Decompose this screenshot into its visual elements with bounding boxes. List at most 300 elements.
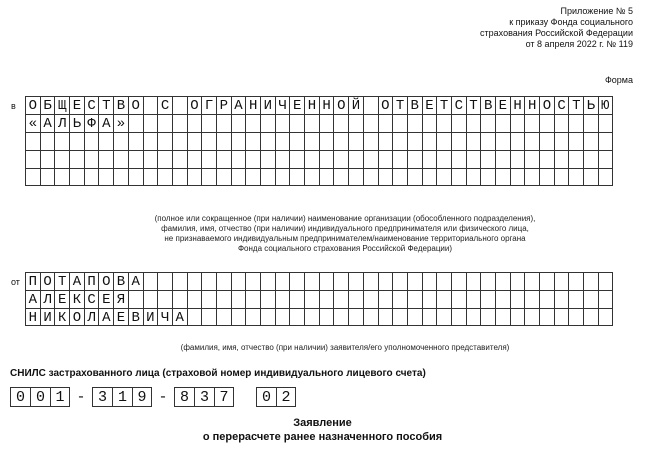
recipient-cell[interactable] bbox=[524, 168, 539, 186]
sender-cell[interactable] bbox=[363, 290, 378, 308]
recipient-cell[interactable] bbox=[554, 168, 569, 186]
recipient-cell[interactable] bbox=[466, 114, 481, 132]
recipient-cell[interactable] bbox=[568, 168, 583, 186]
sender-cell[interactable] bbox=[598, 290, 613, 308]
recipient-cell[interactable] bbox=[143, 114, 158, 132]
recipient-cell[interactable] bbox=[451, 168, 466, 186]
sender-row[interactable] bbox=[25, 308, 613, 326]
recipient-cell[interactable]: Т bbox=[568, 96, 583, 114]
recipient-cell[interactable]: « bbox=[25, 114, 40, 132]
recipient-cell[interactable] bbox=[480, 132, 495, 150]
recipient-row[interactable] bbox=[25, 96, 613, 114]
recipient-cell[interactable]: В bbox=[480, 96, 495, 114]
recipient-cell[interactable] bbox=[568, 150, 583, 168]
recipient-cell[interactable] bbox=[466, 168, 481, 186]
recipient-cell[interactable] bbox=[157, 150, 172, 168]
sender-cell[interactable] bbox=[495, 272, 510, 290]
sender-cell[interactable] bbox=[172, 290, 187, 308]
sender-cell[interactable] bbox=[363, 272, 378, 290]
recipient-cell[interactable]: Н bbox=[245, 96, 260, 114]
sender-cell[interactable] bbox=[539, 290, 554, 308]
recipient-cell[interactable] bbox=[231, 132, 246, 150]
sender-cell[interactable] bbox=[275, 308, 290, 326]
sender-cell[interactable] bbox=[510, 308, 525, 326]
recipient-cell[interactable] bbox=[451, 114, 466, 132]
recipient-cell[interactable] bbox=[54, 132, 69, 150]
recipient-cell[interactable] bbox=[598, 168, 613, 186]
recipient-cell[interactable]: Н bbox=[510, 96, 525, 114]
sender-cell[interactable] bbox=[422, 308, 437, 326]
recipient-cell[interactable] bbox=[333, 150, 348, 168]
sender-row[interactable] bbox=[25, 272, 613, 290]
recipient-cell[interactable] bbox=[289, 150, 304, 168]
recipient-cell[interactable] bbox=[69, 132, 84, 150]
sender-cell[interactable] bbox=[319, 272, 334, 290]
sender-cell[interactable] bbox=[157, 272, 172, 290]
snils-digit[interactable]: 2 bbox=[276, 387, 296, 407]
sender-cell[interactable]: Л bbox=[84, 308, 99, 326]
sender-cell[interactable] bbox=[554, 272, 569, 290]
sender-cell[interactable] bbox=[333, 290, 348, 308]
recipient-cell[interactable] bbox=[84, 132, 99, 150]
snils-digit[interactable]: 0 bbox=[30, 387, 50, 407]
recipient-cell[interactable] bbox=[187, 132, 202, 150]
sender-cell[interactable] bbox=[524, 290, 539, 308]
snils-digit[interactable]: 7 bbox=[214, 387, 234, 407]
recipient-cell[interactable] bbox=[524, 132, 539, 150]
sender-cell[interactable] bbox=[245, 290, 260, 308]
recipient-cell[interactable] bbox=[54, 168, 69, 186]
recipient-cell[interactable]: В bbox=[407, 96, 422, 114]
sender-cell[interactable]: А bbox=[25, 290, 40, 308]
sender-cell[interactable] bbox=[143, 272, 158, 290]
sender-cell[interactable]: П bbox=[25, 272, 40, 290]
sender-cell[interactable]: В bbox=[113, 272, 128, 290]
recipient-cell[interactable]: Н bbox=[524, 96, 539, 114]
recipient-cell[interactable] bbox=[275, 150, 290, 168]
sender-cell[interactable] bbox=[275, 272, 290, 290]
sender-cell[interactable] bbox=[480, 290, 495, 308]
sender-cell[interactable] bbox=[510, 272, 525, 290]
recipient-cell[interactable] bbox=[98, 150, 113, 168]
sender-cell[interactable] bbox=[128, 290, 143, 308]
recipient-cell[interactable] bbox=[319, 150, 334, 168]
recipient-cell[interactable] bbox=[495, 114, 510, 132]
recipient-cell[interactable] bbox=[216, 132, 231, 150]
snils-digit[interactable]: 0 bbox=[10, 387, 30, 407]
recipient-cell[interactable]: » bbox=[113, 114, 128, 132]
recipient-cell[interactable]: А bbox=[40, 114, 55, 132]
recipient-cell[interactable] bbox=[25, 150, 40, 168]
sender-cell[interactable] bbox=[392, 308, 407, 326]
snils-digit[interactable]: 3 bbox=[92, 387, 112, 407]
sender-cell[interactable]: Я bbox=[113, 290, 128, 308]
sender-cell[interactable]: Ч bbox=[157, 308, 172, 326]
recipient-cell[interactable] bbox=[422, 150, 437, 168]
recipient-cell[interactable] bbox=[157, 132, 172, 150]
recipient-cell[interactable] bbox=[187, 114, 202, 132]
sender-cell[interactable]: Е bbox=[113, 308, 128, 326]
recipient-cell[interactable] bbox=[319, 132, 334, 150]
recipient-cell[interactable]: С bbox=[451, 96, 466, 114]
recipient-cell[interactable] bbox=[378, 114, 393, 132]
sender-cell[interactable] bbox=[451, 272, 466, 290]
sender-cell[interactable] bbox=[304, 290, 319, 308]
sender-cell[interactable] bbox=[583, 272, 598, 290]
sender-cell[interactable] bbox=[524, 308, 539, 326]
sender-cell[interactable]: Е bbox=[98, 290, 113, 308]
recipient-cell[interactable]: Ь bbox=[583, 96, 598, 114]
recipient-cell[interactable] bbox=[172, 150, 187, 168]
recipient-cell[interactable] bbox=[436, 114, 451, 132]
recipient-cell[interactable] bbox=[304, 114, 319, 132]
sender-cell[interactable] bbox=[333, 308, 348, 326]
sender-cell[interactable] bbox=[598, 272, 613, 290]
sender-cell[interactable] bbox=[201, 308, 216, 326]
recipient-cell[interactable] bbox=[69, 168, 84, 186]
recipient-cell[interactable] bbox=[113, 132, 128, 150]
sender-cell[interactable] bbox=[187, 272, 202, 290]
recipient-cell[interactable] bbox=[407, 150, 422, 168]
snils-group[interactable] bbox=[92, 387, 152, 407]
recipient-cell[interactable] bbox=[231, 114, 246, 132]
recipient-cell[interactable] bbox=[539, 114, 554, 132]
snils-group[interactable] bbox=[256, 387, 296, 407]
recipient-cell[interactable]: Е bbox=[495, 96, 510, 114]
recipient-cell[interactable] bbox=[201, 150, 216, 168]
recipient-cell[interactable] bbox=[201, 168, 216, 186]
sender-cell[interactable] bbox=[231, 272, 246, 290]
recipient-cell[interactable] bbox=[539, 132, 554, 150]
recipient-cell[interactable]: Ь bbox=[69, 114, 84, 132]
recipient-cell[interactable]: Ю bbox=[598, 96, 613, 114]
sender-cell[interactable] bbox=[260, 272, 275, 290]
recipient-cell[interactable] bbox=[231, 168, 246, 186]
recipient-row[interactable] bbox=[25, 150, 613, 168]
snils-digit[interactable]: 3 bbox=[194, 387, 214, 407]
recipient-cell[interactable] bbox=[495, 132, 510, 150]
sender-cell[interactable] bbox=[466, 290, 481, 308]
sender-cell[interactable] bbox=[187, 290, 202, 308]
recipient-cell[interactable] bbox=[510, 114, 525, 132]
recipient-cell[interactable] bbox=[187, 168, 202, 186]
sender-cell[interactable]: А bbox=[69, 272, 84, 290]
recipient-cell[interactable]: Ф bbox=[84, 114, 99, 132]
recipient-cell[interactable] bbox=[319, 114, 334, 132]
sender-cell[interactable] bbox=[363, 308, 378, 326]
sender-cell[interactable]: Е bbox=[54, 290, 69, 308]
recipient-cell[interactable] bbox=[422, 132, 437, 150]
recipient-cell[interactable] bbox=[157, 114, 172, 132]
recipient-cell[interactable]: И bbox=[260, 96, 275, 114]
recipient-cell[interactable] bbox=[172, 114, 187, 132]
recipient-cell[interactable] bbox=[583, 168, 598, 186]
sender-cell[interactable] bbox=[583, 308, 598, 326]
recipient-cell[interactable] bbox=[378, 168, 393, 186]
sender-cell[interactable] bbox=[495, 308, 510, 326]
recipient-cell[interactable] bbox=[25, 132, 40, 150]
sender-cell[interactable] bbox=[407, 272, 422, 290]
recipient-cell[interactable] bbox=[40, 168, 55, 186]
recipient-cell[interactable] bbox=[436, 132, 451, 150]
recipient-cell[interactable] bbox=[422, 114, 437, 132]
recipient-cell[interactable]: Ч bbox=[275, 96, 290, 114]
recipient-cell[interactable] bbox=[128, 168, 143, 186]
recipient-cell[interactable] bbox=[539, 150, 554, 168]
recipient-row[interactable] bbox=[25, 168, 613, 186]
recipient-cell[interactable] bbox=[275, 168, 290, 186]
recipient-cell[interactable] bbox=[524, 150, 539, 168]
sender-cell[interactable] bbox=[275, 290, 290, 308]
recipient-grid[interactable] bbox=[25, 96, 613, 186]
recipient-cell[interactable] bbox=[319, 168, 334, 186]
sender-cell[interactable]: К bbox=[69, 290, 84, 308]
sender-cell[interactable] bbox=[172, 272, 187, 290]
recipient-cell[interactable] bbox=[392, 114, 407, 132]
recipient-cell[interactable] bbox=[554, 150, 569, 168]
recipient-cell[interactable] bbox=[583, 132, 598, 150]
recipient-row[interactable] bbox=[25, 114, 613, 132]
recipient-cell[interactable] bbox=[378, 150, 393, 168]
recipient-cell[interactable] bbox=[363, 114, 378, 132]
recipient-cell[interactable] bbox=[245, 132, 260, 150]
recipient-cell[interactable] bbox=[113, 168, 128, 186]
sender-cell[interactable]: Т bbox=[54, 272, 69, 290]
sender-cell[interactable] bbox=[539, 272, 554, 290]
recipient-cell[interactable]: Б bbox=[40, 96, 55, 114]
recipient-cell[interactable] bbox=[143, 168, 158, 186]
sender-cell[interactable] bbox=[260, 308, 275, 326]
recipient-cell[interactable] bbox=[54, 150, 69, 168]
recipient-cell[interactable] bbox=[495, 168, 510, 186]
recipient-cell[interactable]: Е bbox=[422, 96, 437, 114]
recipient-cell[interactable] bbox=[143, 150, 158, 168]
sender-cell[interactable]: Л bbox=[40, 290, 55, 308]
sender-cell[interactable]: А bbox=[98, 308, 113, 326]
recipient-cell[interactable] bbox=[128, 114, 143, 132]
recipient-cell[interactable]: О bbox=[539, 96, 554, 114]
sender-cell[interactable] bbox=[539, 308, 554, 326]
recipient-cell[interactable] bbox=[554, 132, 569, 150]
snils-digit[interactable]: 1 bbox=[50, 387, 70, 407]
sender-row[interactable] bbox=[25, 290, 613, 308]
snils-group[interactable] bbox=[10, 387, 70, 407]
snils-digit[interactable]: 8 bbox=[174, 387, 194, 407]
recipient-cell[interactable] bbox=[84, 150, 99, 168]
recipient-cell[interactable]: Г bbox=[201, 96, 216, 114]
sender-cell[interactable] bbox=[245, 272, 260, 290]
recipient-cell[interactable] bbox=[348, 168, 363, 186]
recipient-cell[interactable]: Л bbox=[54, 114, 69, 132]
recipient-cell[interactable] bbox=[363, 132, 378, 150]
recipient-cell[interactable] bbox=[407, 114, 422, 132]
sender-cell[interactable] bbox=[466, 272, 481, 290]
recipient-cell[interactable] bbox=[510, 150, 525, 168]
snils-group[interactable] bbox=[174, 387, 234, 407]
recipient-cell[interactable] bbox=[245, 150, 260, 168]
recipient-cell[interactable]: Т bbox=[436, 96, 451, 114]
sender-cell[interactable] bbox=[378, 272, 393, 290]
sender-cell[interactable] bbox=[201, 290, 216, 308]
sender-cell[interactable] bbox=[289, 308, 304, 326]
recipient-cell[interactable] bbox=[157, 168, 172, 186]
recipient-cell[interactable] bbox=[392, 150, 407, 168]
recipient-cell[interactable]: Р bbox=[216, 96, 231, 114]
recipient-cell[interactable]: А bbox=[98, 114, 113, 132]
recipient-cell[interactable] bbox=[275, 114, 290, 132]
recipient-cell[interactable] bbox=[598, 150, 613, 168]
recipient-cell[interactable]: О bbox=[25, 96, 40, 114]
snils-digit[interactable]: 1 bbox=[112, 387, 132, 407]
recipient-cell[interactable] bbox=[568, 132, 583, 150]
recipient-cell[interactable] bbox=[451, 132, 466, 150]
recipient-cell[interactable]: О bbox=[187, 96, 202, 114]
recipient-cell[interactable] bbox=[392, 168, 407, 186]
sender-cell[interactable] bbox=[422, 290, 437, 308]
sender-cell[interactable]: Н bbox=[25, 308, 40, 326]
recipient-cell[interactable] bbox=[495, 150, 510, 168]
sender-cell[interactable] bbox=[289, 272, 304, 290]
snils-digit[interactable]: 9 bbox=[132, 387, 152, 407]
recipient-cell[interactable]: Е bbox=[69, 96, 84, 114]
sender-cell[interactable]: А bbox=[172, 308, 187, 326]
recipient-cell[interactable] bbox=[524, 114, 539, 132]
recipient-cell[interactable] bbox=[480, 150, 495, 168]
sender-cell[interactable]: К bbox=[54, 308, 69, 326]
recipient-cell[interactable] bbox=[348, 114, 363, 132]
recipient-cell[interactable] bbox=[304, 132, 319, 150]
sender-cell[interactable] bbox=[319, 308, 334, 326]
sender-cell[interactable]: П bbox=[84, 272, 99, 290]
recipient-cell[interactable]: Е bbox=[289, 96, 304, 114]
recipient-cell[interactable]: Т bbox=[98, 96, 113, 114]
recipient-cell[interactable] bbox=[98, 132, 113, 150]
recipient-cell[interactable] bbox=[231, 150, 246, 168]
sender-cell[interactable] bbox=[187, 308, 202, 326]
recipient-cell[interactable] bbox=[113, 150, 128, 168]
recipient-cell[interactable] bbox=[216, 150, 231, 168]
sender-cell[interactable] bbox=[583, 290, 598, 308]
recipient-cell[interactable] bbox=[260, 132, 275, 150]
recipient-cell[interactable] bbox=[554, 114, 569, 132]
recipient-cell[interactable] bbox=[201, 114, 216, 132]
recipient-cell[interactable] bbox=[260, 114, 275, 132]
sender-cell[interactable] bbox=[436, 308, 451, 326]
sender-cell[interactable]: И bbox=[40, 308, 55, 326]
sender-cell[interactable] bbox=[157, 290, 172, 308]
sender-cell[interactable] bbox=[231, 308, 246, 326]
recipient-row[interactable] bbox=[25, 132, 613, 150]
recipient-cell[interactable] bbox=[143, 96, 158, 114]
sender-cell[interactable] bbox=[348, 272, 363, 290]
recipient-cell[interactable] bbox=[480, 114, 495, 132]
recipient-cell[interactable]: С bbox=[157, 96, 172, 114]
recipient-cell[interactable] bbox=[348, 132, 363, 150]
recipient-cell[interactable] bbox=[407, 132, 422, 150]
sender-cell[interactable] bbox=[510, 290, 525, 308]
sender-cell[interactable] bbox=[304, 308, 319, 326]
recipient-cell[interactable] bbox=[128, 132, 143, 150]
sender-cell[interactable] bbox=[260, 290, 275, 308]
recipient-cell[interactable] bbox=[245, 168, 260, 186]
sender-cell[interactable]: С bbox=[84, 290, 99, 308]
sender-cell[interactable] bbox=[348, 308, 363, 326]
sender-cell[interactable] bbox=[392, 272, 407, 290]
sender-cell[interactable] bbox=[392, 290, 407, 308]
recipient-cell[interactable]: Н bbox=[319, 96, 334, 114]
recipient-cell[interactable] bbox=[128, 150, 143, 168]
sender-cell[interactable] bbox=[451, 308, 466, 326]
recipient-cell[interactable] bbox=[583, 150, 598, 168]
sender-cell[interactable]: О bbox=[98, 272, 113, 290]
sender-cell[interactable] bbox=[480, 308, 495, 326]
recipient-cell[interactable] bbox=[392, 132, 407, 150]
sender-cell[interactable] bbox=[231, 290, 246, 308]
recipient-cell[interactable] bbox=[583, 114, 598, 132]
recipient-cell[interactable] bbox=[333, 132, 348, 150]
sender-cell[interactable]: О bbox=[69, 308, 84, 326]
sender-cell[interactable] bbox=[378, 290, 393, 308]
recipient-cell[interactable] bbox=[143, 132, 158, 150]
sender-cell[interactable] bbox=[201, 272, 216, 290]
sender-cell[interactable]: А bbox=[128, 272, 143, 290]
sender-cell[interactable] bbox=[216, 308, 231, 326]
sender-cell[interactable]: В bbox=[128, 308, 143, 326]
recipient-cell[interactable]: О bbox=[378, 96, 393, 114]
sender-cell[interactable] bbox=[568, 290, 583, 308]
sender-cell[interactable] bbox=[422, 272, 437, 290]
snils-digit[interactable]: 0 bbox=[256, 387, 276, 407]
recipient-cell[interactable] bbox=[598, 132, 613, 150]
recipient-cell[interactable] bbox=[568, 114, 583, 132]
recipient-cell[interactable]: А bbox=[231, 96, 246, 114]
recipient-cell[interactable]: Щ bbox=[54, 96, 69, 114]
sender-cell[interactable] bbox=[319, 290, 334, 308]
recipient-cell[interactable] bbox=[436, 150, 451, 168]
recipient-cell[interactable]: В bbox=[113, 96, 128, 114]
recipient-cell[interactable] bbox=[304, 150, 319, 168]
recipient-cell[interactable] bbox=[466, 150, 481, 168]
recipient-cell[interactable] bbox=[451, 150, 466, 168]
sender-cell[interactable] bbox=[554, 290, 569, 308]
recipient-cell[interactable] bbox=[363, 96, 378, 114]
recipient-cell[interactable] bbox=[466, 132, 481, 150]
sender-cell[interactable] bbox=[495, 290, 510, 308]
recipient-cell[interactable] bbox=[333, 168, 348, 186]
recipient-cell[interactable] bbox=[378, 132, 393, 150]
recipient-cell[interactable]: Т bbox=[466, 96, 481, 114]
recipient-cell[interactable] bbox=[216, 168, 231, 186]
sender-cell[interactable] bbox=[289, 290, 304, 308]
recipient-cell[interactable] bbox=[84, 168, 99, 186]
sender-cell[interactable] bbox=[216, 290, 231, 308]
sender-cell[interactable] bbox=[304, 272, 319, 290]
sender-cell[interactable] bbox=[143, 290, 158, 308]
recipient-cell[interactable] bbox=[289, 114, 304, 132]
sender-cell[interactable] bbox=[568, 272, 583, 290]
sender-cell[interactable]: О bbox=[40, 272, 55, 290]
recipient-cell[interactable] bbox=[436, 168, 451, 186]
sender-cell[interactable] bbox=[524, 272, 539, 290]
recipient-cell[interactable] bbox=[539, 168, 554, 186]
snils-field[interactable] bbox=[10, 387, 296, 407]
recipient-cell[interactable] bbox=[510, 168, 525, 186]
recipient-cell[interactable] bbox=[69, 150, 84, 168]
recipient-cell[interactable] bbox=[245, 114, 260, 132]
recipient-cell[interactable] bbox=[201, 132, 216, 150]
recipient-cell[interactable] bbox=[25, 168, 40, 186]
sender-cell[interactable] bbox=[216, 272, 231, 290]
